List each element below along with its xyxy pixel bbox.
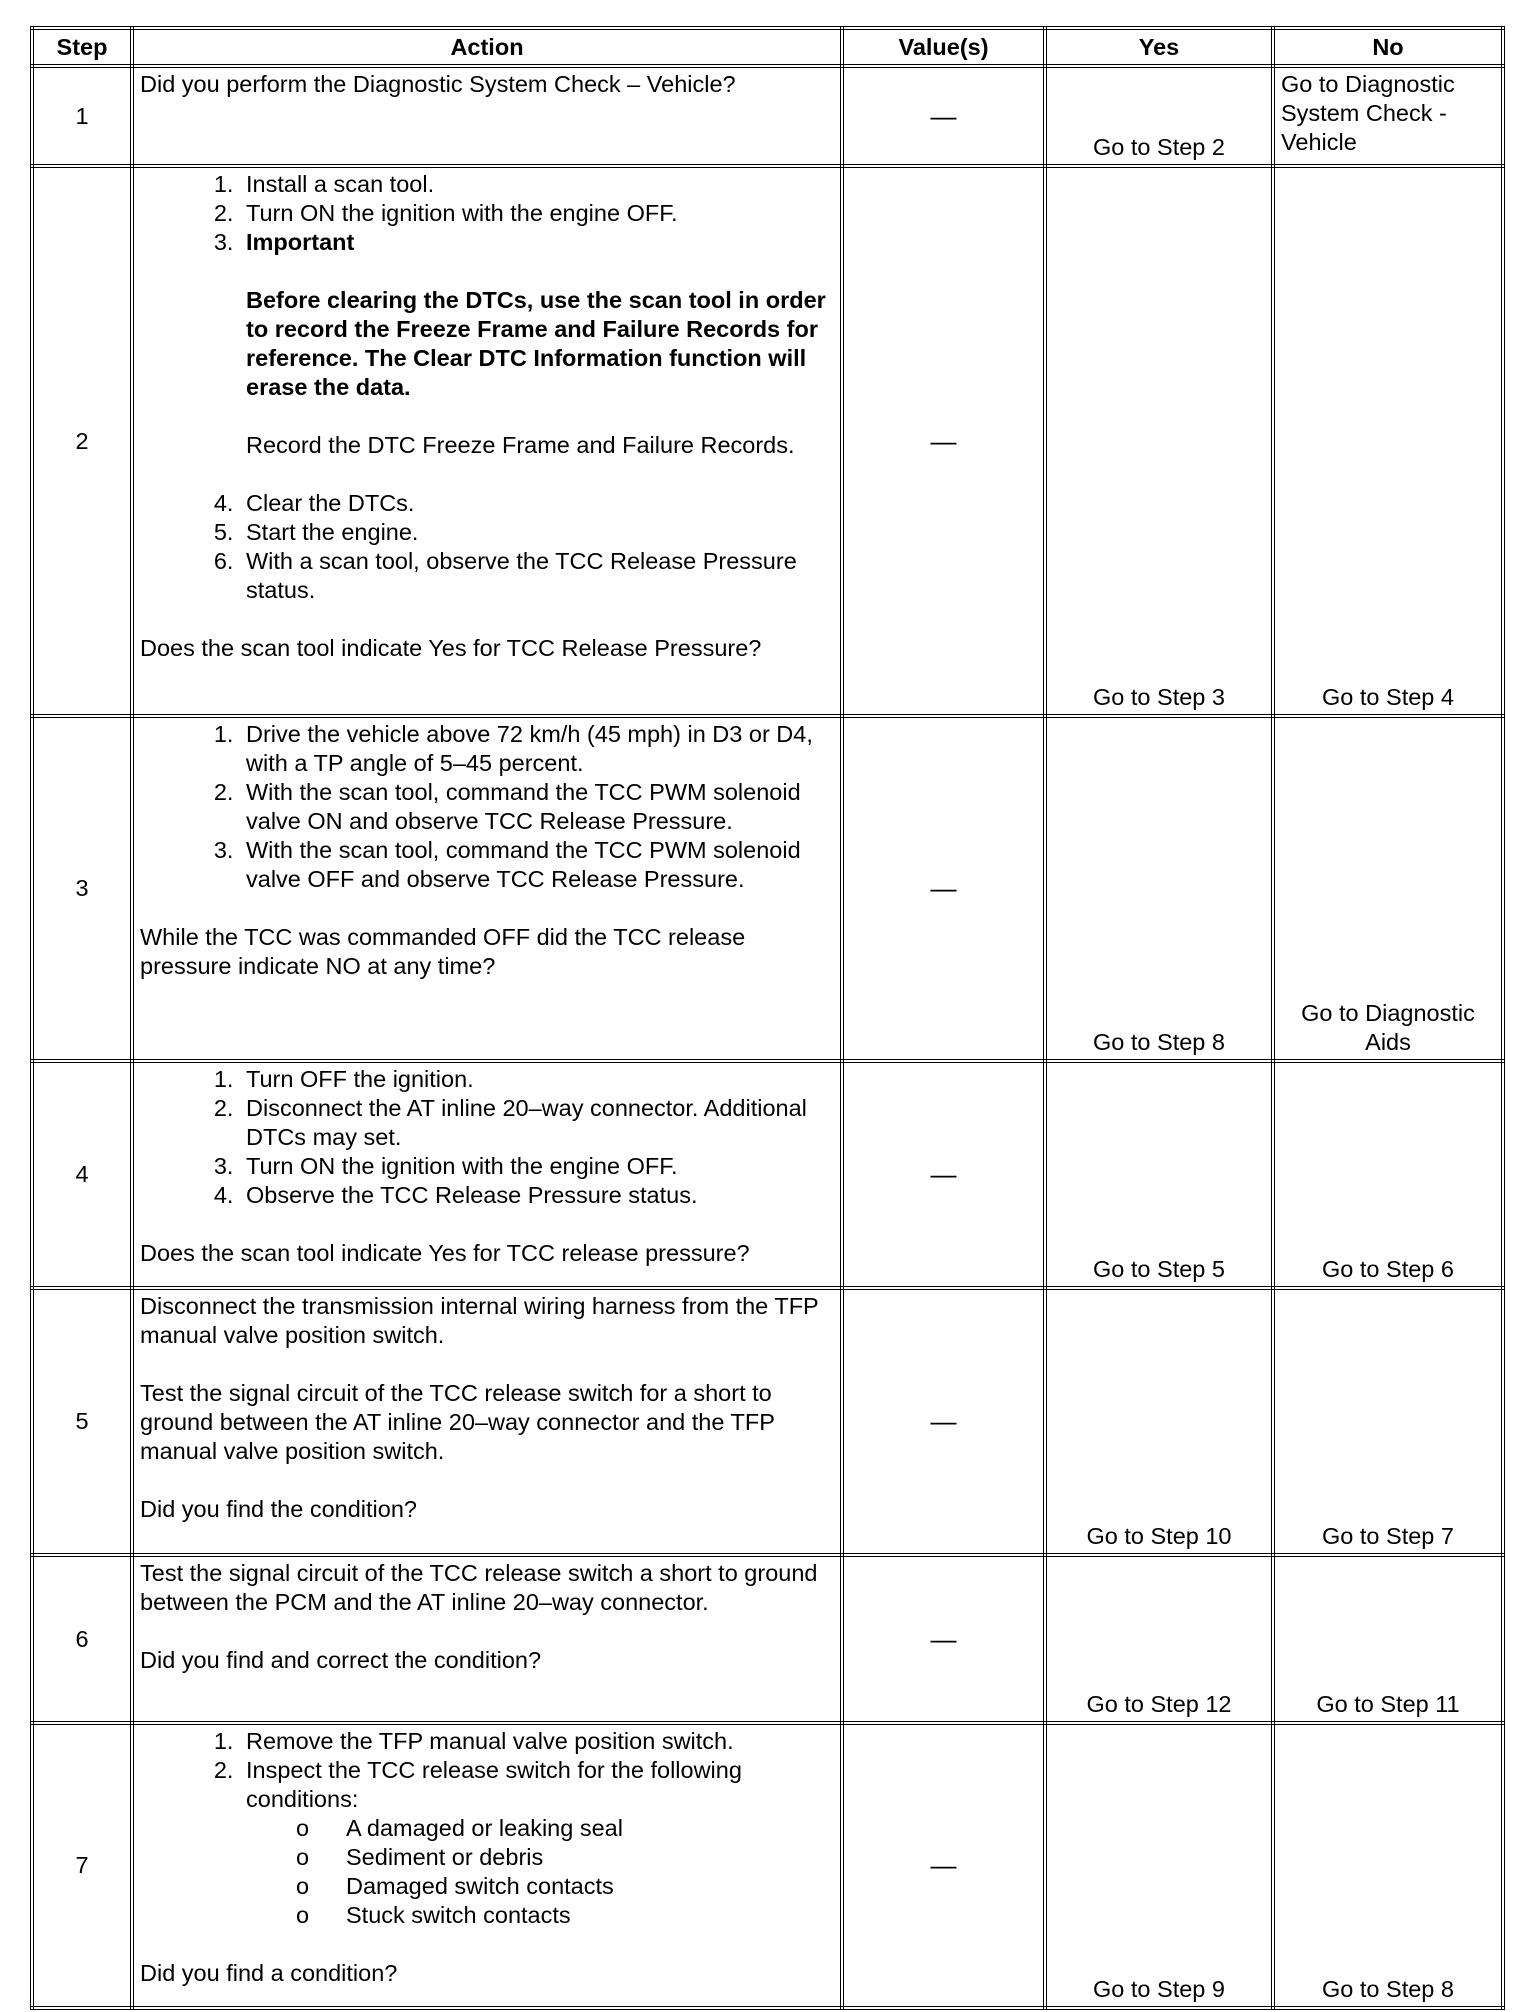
- action-step: 1. Drive the vehicle above 72 km/h (45 mph) in D3 or D4, with a TP angle of 5–45 percent.: [240, 720, 834, 778]
- spacer: [140, 1466, 834, 1495]
- no-cell: Go to Step 11: [1273, 1555, 1503, 1723]
- header-step: Step: [32, 28, 132, 66]
- important-note: Before clearing the DTCs, use the scan tool in order to record the Freeze Frame and Failure Records for reference. The Clear DTC Information function will erase the data.: [246, 287, 826, 400]
- action-cell: [132, 1555, 842, 1723]
- important-label: 3. Important: [246, 229, 355, 255]
- action-step-important: [240, 228, 834, 489]
- spacer: [140, 894, 834, 923]
- condition-list: [246, 1814, 834, 1930]
- table-row: [32, 716, 1503, 1061]
- action-step: 1. Remove the TFP manual valve position switch.: [240, 1727, 834, 1756]
- yes-cell: Go to Step 9: [1045, 1723, 1273, 2008]
- action-step: 2. With the scan tool, command the TCC PWM solenoid valve ON and observe TCC Release Pressure.: [240, 778, 834, 836]
- table-row: [32, 1061, 1503, 1288]
- action-step: [240, 1756, 834, 1930]
- table-row: [32, 1723, 1503, 2008]
- header-row: [32, 28, 1503, 66]
- no-cell: Go to Step 6: [1273, 1061, 1503, 1288]
- action-cell: [132, 66, 842, 166]
- table-row: [32, 166, 1503, 716]
- step-number: 4: [32, 1061, 132, 1288]
- value-cell: —: [842, 1555, 1045, 1723]
- action-step: 1. Install a scan tool.: [240, 170, 834, 199]
- action-question: Did you perform the Diagnostic System Check – Vehicle?: [140, 71, 736, 97]
- table-row: [32, 1555, 1503, 1723]
- action-paragraph: Test the signal circuit of the TCC release switch a short to ground between the PCM and the AT inline 20–way connector.: [140, 1560, 818, 1615]
- action-steps: [140, 170, 834, 605]
- spacer: [140, 1930, 834, 1959]
- action-step: 1. Turn OFF the ignition.: [240, 1065, 834, 1094]
- yes-cell: Go to Step 12: [1045, 1555, 1273, 1723]
- yes-cell: Go to Step 5: [1045, 1061, 1273, 1288]
- action-question: Does the scan tool indicate Yes for TCC Release Pressure?: [140, 635, 762, 661]
- no-cell: Go to Diagnostic Aids: [1273, 716, 1503, 1061]
- action-step-text: Inspect the TCC release switch for the following conditions:: [246, 1757, 742, 1812]
- action-question: Did you find the condition?: [140, 1496, 417, 1522]
- condition-item: o Sediment or debris: [340, 1843, 834, 1872]
- step-number: 7: [32, 1723, 132, 2008]
- value-cell: —: [842, 1288, 1045, 1555]
- action-cell: [132, 1061, 842, 1288]
- action-question: Did you find and correct the condition?: [140, 1647, 542, 1673]
- action-paragraph: Disconnect the transmission internal wiring harness from the TFP manual valve position switch.: [140, 1293, 819, 1348]
- no-cell: Go to Step 4: [1273, 166, 1503, 716]
- yes-cell: Go to Step 3: [1045, 166, 1273, 716]
- action-step: 3. Turn ON the ignition with the engine OFF.: [240, 1152, 834, 1181]
- value-cell: —: [842, 1723, 1045, 2008]
- action-cell: [132, 166, 842, 716]
- header-no: No: [1273, 28, 1503, 66]
- value-cell: —: [842, 716, 1045, 1061]
- step-number: 3: [32, 716, 132, 1061]
- condition-item: o Damaged switch contacts: [340, 1872, 834, 1901]
- condition-item: o Stuck switch contacts: [340, 1901, 834, 1930]
- action-cell: [132, 1288, 842, 1555]
- action-step: 5. Start the engine.: [240, 518, 834, 547]
- step-number: 1: [32, 66, 132, 166]
- record-instruction: Record the DTC Freeze Frame and Failure Records.: [246, 432, 795, 458]
- action-step: 3. With the scan tool, command the TCC PWM solenoid valve OFF and observe TCC Release Pressure.: [240, 836, 834, 894]
- action-step: 6. With a scan tool, observe the TCC Release Pressure status.: [240, 547, 834, 605]
- spacer: [140, 1210, 834, 1239]
- header-action: Action: [132, 28, 842, 66]
- yes-cell: Go to Step 10: [1045, 1288, 1273, 1555]
- value-cell: —: [842, 1061, 1045, 1288]
- action-steps: [140, 1065, 834, 1210]
- value-cell: —: [842, 66, 1045, 166]
- spacer: [246, 402, 834, 431]
- step-number: 2: [32, 166, 132, 716]
- action-paragraph: Test the signal circuit of the TCC release switch for a short to ground between the AT inline 20–way connector and the TFP manual valve position switch.: [140, 1380, 775, 1464]
- header-values: Value(s): [842, 28, 1045, 66]
- action-step: 2. Disconnect the AT inline 20–way connector. Additional DTCs may set.: [240, 1094, 834, 1152]
- spacer: [140, 1617, 834, 1646]
- spacer: [140, 1350, 834, 1379]
- no-cell: Go to Step 8: [1273, 1723, 1503, 2008]
- no-cell: Go to Step 7: [1273, 1288, 1503, 1555]
- spacer: [140, 605, 834, 634]
- action-question: While the TCC was commanded OFF did the TCC release pressure indicate NO at any time?: [140, 924, 746, 979]
- action-step: 4. Clear the DTCs.: [240, 489, 834, 518]
- header-yes: Yes: [1045, 28, 1273, 66]
- action-steps: [140, 1727, 834, 1930]
- action-cell: [132, 1723, 842, 2008]
- table-row: [32, 66, 1503, 166]
- action-step: 2. Turn ON the ignition with the engine OFF.: [240, 199, 834, 228]
- action-question: Did you find a condition?: [140, 1960, 398, 1986]
- step-number: 6: [32, 1555, 132, 1723]
- action-steps: [140, 720, 834, 894]
- action-question: Does the scan tool indicate Yes for TCC release pressure?: [140, 1240, 750, 1266]
- action-cell: [132, 716, 842, 1061]
- value-cell: —: [842, 166, 1045, 716]
- action-step: 4. Observe the TCC Release Pressure status.: [240, 1181, 834, 1210]
- step-number: 5: [32, 1288, 132, 1555]
- yes-cell: Go to Step 8: [1045, 716, 1273, 1061]
- spacer: [246, 460, 834, 489]
- table-row: [32, 1288, 1503, 1555]
- diagnostic-table: [30, 26, 1505, 2010]
- no-cell: Go to Diagnostic System Check - Vehicle: [1273, 66, 1503, 166]
- yes-cell: Go to Step 2: [1045, 66, 1273, 166]
- condition-item: o A damaged or leaking seal: [340, 1814, 834, 1843]
